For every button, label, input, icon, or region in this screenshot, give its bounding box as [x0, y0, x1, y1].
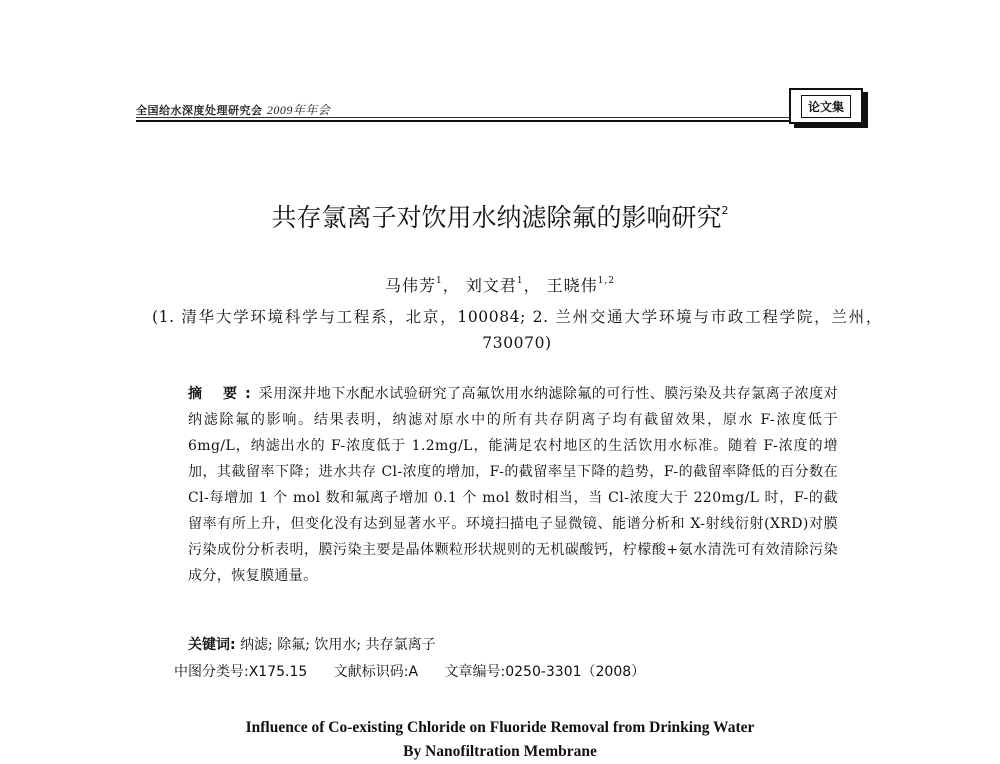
- paper-title-block: [0, 198, 1000, 234]
- abstract-label: 摘 要:: [188, 386, 259, 402]
- header-rule-thin: [136, 117, 790, 118]
- abstract: [188, 381, 838, 589]
- author-name: 马伟芳: [384, 276, 436, 295]
- running-head: [136, 101, 330, 118]
- collection-badge: [789, 88, 863, 124]
- english-title: [0, 716, 1000, 764]
- english-title-line-2: By Nanofiltration Membrane: [403, 743, 597, 760]
- keywords: [188, 634, 436, 654]
- running-head-year: 2009年年会: [266, 103, 331, 117]
- article-number: 文章编号:0250-3301（2008）: [444, 664, 646, 680]
- title-note: 2: [721, 204, 729, 217]
- author-affiliation-mark: 1: [436, 276, 443, 286]
- abstract-text: 采用深井地下水配水试验研究了高氟饮用水纳滤除氟的可行性、膜污染及共存氯离子浓度对纳滤除氟的影响。结果表明，纳滤对原水中的所有共存阴离子均有截留效果，原水 F-浓度低于 6mg/L，纳滤出水的 F-浓度低于 1.2mg/L，能满足农村地区的生活饮用水标准。随着 F-浓度的增加，其截留率下降；进水共存 Cl-浓度的增加，F-的截留率呈下降的趋势，F-的截留率降低的百分数在 Cl-每增加 1 个 mol 数和氟离子增加 0.1 个 mol 数时相当，当 Cl-浓度大于 220mg/L 时，F-的截留率有所上升，但变化没有达到显著水平。环境扫描电子显微镜、能谱分析和 X-射线衍射(XRD)对膜污染成份分析表明，膜污染主要是晶体颗粒形状规则的无机碳酸钙，柠檬酸+氨水清洗可有效清除污染成分，恢复膜通量。: [188, 386, 838, 584]
- running-head-org: 全国给水深度处理研究会: [136, 104, 263, 117]
- classification-line: [174, 661, 667, 681]
- collection-badge-label: 论文集: [801, 95, 851, 118]
- affiliations: (1. 清华大学环境科学与工程系，北京，100084; 2. 兰州交通大学环境与市政工程学院，兰州，730070): [152, 308, 882, 352]
- paper-title: 共存氯离子对饮用水纳滤除氟的影响研究: [271, 203, 722, 232]
- clc-number: 中图分类号:X175.15: [174, 664, 308, 680]
- author-name: 王晓伟: [546, 276, 598, 295]
- header-rule-thick: [136, 120, 790, 122]
- author-affiliation-mark: 1,2: [597, 276, 616, 286]
- author-name: 刘文君: [465, 276, 517, 295]
- english-title-line-1: Influence of Co-existing Chloride on Fluoride Removal from Drinking Water: [245, 719, 755, 736]
- keywords-label: 关键词:: [188, 637, 236, 653]
- document-code: 文献标识码:A: [333, 664, 419, 680]
- author-affiliation-mark: 1: [516, 276, 524, 286]
- author-list: 马伟芳$^1$， 刘文君$^1$， 王晓伟$^{1,2}$: [384, 276, 616, 295]
- keywords-text: 纳滤; 除氟; 饮用水; 共存氯离子: [240, 637, 436, 653]
